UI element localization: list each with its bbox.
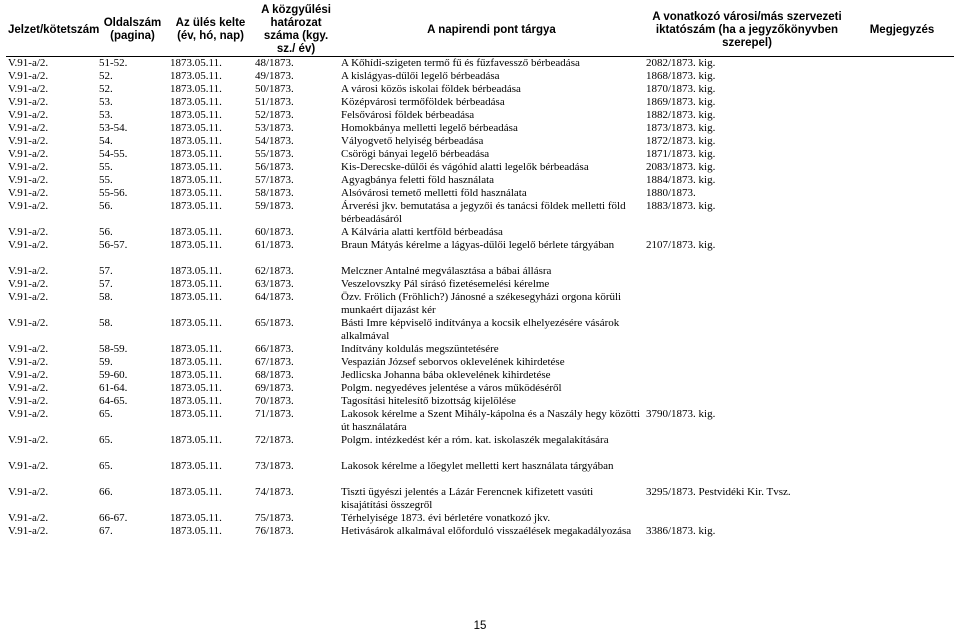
cell-jelzet: V.91-a/2. <box>8 187 49 199</box>
cell-iktatoszam <box>644 226 850 239</box>
header-megjegyzes: Megjegyzés <box>850 4 954 57</box>
cell-jelzet: V.91-a/2. <box>8 109 49 121</box>
table-row <box>6 239 954 265</box>
table-row <box>6 408 954 434</box>
cell-megjegyzes <box>850 161 954 174</box>
cell-iktatoszam <box>644 434 850 460</box>
cell-napirendi-pont: Alsóvárosi temető melletti föld használata <box>341 187 527 199</box>
cell-ules-kelte: 1873.05.11. <box>170 83 222 95</box>
cell-oldalszam: 64-65. <box>99 395 128 407</box>
cell-megjegyzes <box>850 369 954 382</box>
cell-jelzet: V.91-a/2. <box>8 434 49 446</box>
cell-napirendi-pont: A kislágyas-dűlői legelő bérbeadása <box>341 70 500 82</box>
cell-megjegyzes <box>850 486 954 512</box>
cell-megjegyzes <box>850 148 954 161</box>
cell-hatarozat-szama: 61/1873. <box>255 239 294 251</box>
cell-megjegyzes <box>850 512 954 525</box>
cell-megjegyzes <box>850 83 954 96</box>
cell-ules-kelte: 1873.05.11. <box>170 356 222 368</box>
table-row <box>6 200 954 226</box>
cell-ules-kelte: 1873.05.11. <box>170 291 222 303</box>
cell-oldalszam: 65. <box>99 408 113 420</box>
cell-napirendi-pont: Homokbánya melletti legelő bérbeadása <box>341 122 518 134</box>
table-row <box>6 343 954 356</box>
cell-oldalszam: 56. <box>99 200 113 212</box>
table-row <box>6 161 954 174</box>
cell-jelzet: V.91-a/2. <box>8 135 49 147</box>
cell-iktatoszam <box>644 265 850 278</box>
cell-oldalszam: 55. <box>99 161 113 173</box>
cell-jelzet: V.91-a/2. <box>8 83 49 95</box>
cell-megjegyzes <box>850 395 954 408</box>
cell-megjegyzes <box>850 265 954 278</box>
cell-hatarozat-szama: 73/1873. <box>255 460 294 472</box>
cell-hatarozat-szama: 75/1873. <box>255 512 294 524</box>
cell-napirendi-pont: Vespazián József seborvos oklevelének kihirdetése <box>341 356 565 368</box>
cell-iktatoszam: 1884/1873. kig. <box>646 174 716 186</box>
cell-oldalszam: 58. <box>99 317 113 329</box>
cell-jelzet: V.91-a/2. <box>8 382 49 394</box>
cell-megjegyzes <box>850 187 954 200</box>
cell-iktatoszam: 1869/1873. kig. <box>646 96 716 108</box>
cell-iktatoszam: 1872/1873. kig. <box>646 135 716 147</box>
cell-hatarozat-szama: 58/1873. <box>255 187 294 199</box>
cell-ules-kelte: 1873.05.11. <box>170 408 222 420</box>
table-row <box>6 434 954 460</box>
cell-jelzet: V.91-a/2. <box>8 96 49 108</box>
table-row <box>6 174 954 187</box>
header-oldalszam: Oldalszám (pagina) <box>97 4 168 57</box>
cell-hatarozat-szama: 53/1873. <box>255 122 294 134</box>
table-row <box>6 148 954 161</box>
table-row <box>6 356 954 369</box>
cell-megjegyzes <box>850 122 954 135</box>
cell-napirendi-pont: A Kálvária alatti kertföld bérbeadása <box>341 226 503 238</box>
cell-oldalszam: 53-54. <box>99 122 128 134</box>
cell-ules-kelte: 1873.05.11. <box>170 369 222 381</box>
table-row <box>6 226 954 239</box>
cell-napirendi-pont: Árverési jkv. bemutatása a jegyzői és tanácsi földek melletti föld bérbeadásáról <box>341 200 626 225</box>
cell-ules-kelte: 1873.05.11. <box>170 512 222 524</box>
cell-jelzet: V.91-a/2. <box>8 343 49 355</box>
cell-iktatoszam <box>644 460 850 486</box>
cell-jelzet: V.91-a/2. <box>8 356 49 368</box>
cell-iktatoszam <box>644 382 850 395</box>
cell-megjegyzes <box>850 278 954 291</box>
cell-megjegyzes <box>850 460 954 486</box>
cell-ules-kelte: 1873.05.11. <box>170 395 222 407</box>
cell-jelzet: V.91-a/2. <box>8 291 49 303</box>
cell-hatarozat-szama: 57/1873. <box>255 174 294 186</box>
cell-napirendi-pont: Polgm. intézkedést kér a róm. kat. iskolaszék megalakítására <box>341 434 609 446</box>
cell-ules-kelte: 1873.05.11. <box>170 187 222 199</box>
cell-ules-kelte: 1873.05.11. <box>170 317 222 329</box>
cell-oldalszam: 57. <box>99 278 113 290</box>
cell-ules-kelte: 1873.05.11. <box>170 161 222 173</box>
header-row <box>6 4 954 57</box>
cell-ules-kelte: 1873.05.11. <box>170 434 222 446</box>
cell-hatarozat-szama: 70/1873. <box>255 395 294 407</box>
cell-ules-kelte: 1873.05.11. <box>170 122 222 134</box>
cell-hatarozat-szama: 62/1873. <box>255 265 294 277</box>
cell-napirendi-pont: Hetivásárok alkalmával előforduló visszaélések megakadályozása <box>341 525 632 537</box>
page-number: 15 <box>473 620 487 632</box>
cell-iktatoszam: 3386/1873. kig. <box>646 525 716 537</box>
cell-jelzet: V.91-a/2. <box>8 239 49 251</box>
cell-megjegyzes <box>850 356 954 369</box>
page-number-footer <box>0 620 960 632</box>
register-table <box>6 4 954 538</box>
cell-jelzet: V.91-a/2. <box>8 369 49 381</box>
table-row <box>6 278 954 291</box>
cell-jelzet: V.91-a/2. <box>8 486 49 498</box>
cell-jelzet: V.91-a/2. <box>8 122 49 134</box>
cell-jelzet: V.91-a/2. <box>8 525 49 537</box>
cell-ules-kelte: 1873.05.11. <box>170 382 222 394</box>
table-row <box>6 382 954 395</box>
cell-megjegyzes <box>850 525 954 538</box>
cell-megjegyzes <box>850 174 954 187</box>
cell-jelzet: V.91-a/2. <box>8 512 49 524</box>
cell-napirendi-pont: Braun Mátyás kérelme a lágyas-dűlői legelő bérlete tárgyában <box>341 239 615 251</box>
cell-megjegyzes <box>850 317 954 343</box>
cell-iktatoszam: 3295/1873. Pestvidéki Kir. Tvsz. <box>646 486 791 498</box>
cell-napirendi-pont: Veszelovszky Pál sírásó fizetésemelési kérelme <box>341 278 550 290</box>
cell-napirendi-pont: Melczner Antalné megválasztása a bábai állásra <box>341 265 552 277</box>
cell-iktatoszam: 2083/1873. kig. <box>646 161 716 173</box>
cell-napirendi-pont: Básti Imre képviselő indítványa a kocsik elhelyezésére vásárok alkalmával <box>341 317 620 342</box>
cell-iktatoszam: 1883/1873. kig. <box>646 200 716 212</box>
cell-hatarozat-szama: 74/1873. <box>255 486 294 498</box>
cell-iktatoszam: 1880/1873. <box>646 187 696 199</box>
cell-hatarozat-szama: 63/1873. <box>255 278 294 290</box>
cell-megjegyzes <box>850 382 954 395</box>
cell-oldalszam: 54-55. <box>99 148 128 160</box>
cell-hatarozat-szama: 76/1873. <box>255 525 294 537</box>
cell-megjegyzes <box>850 343 954 356</box>
cell-megjegyzes <box>850 408 954 434</box>
cell-oldalszam: 58. <box>99 291 113 303</box>
cell-iktatoszam <box>644 356 850 369</box>
cell-hatarozat-szama: 48/1873. <box>255 57 294 69</box>
header-hatarozat-szama: A közgyűlési határozat száma (kgy. sz./ év) <box>253 4 339 57</box>
cell-hatarozat-szama: 60/1873. <box>255 226 294 238</box>
table-row <box>6 395 954 408</box>
cell-oldalszam: 56-57. <box>99 239 128 251</box>
header-jelzet: Jelzet/kötetszám <box>6 4 97 57</box>
table-row <box>6 96 954 109</box>
cell-megjegyzes <box>850 70 954 83</box>
table-row <box>6 460 954 486</box>
table-row <box>6 57 954 71</box>
cell-napirendi-pont: A városi közös iskolai földek bérbeadása <box>341 83 521 95</box>
cell-oldalszam: 61-64. <box>99 382 128 394</box>
cell-napirendi-pont: Agyagbánya feletti föld használata <box>341 174 495 186</box>
cell-oldalszam: 55-56. <box>99 187 128 199</box>
cell-hatarozat-szama: 64/1873. <box>255 291 294 303</box>
cell-napirendi-pont: Lakosok kérelme a Szent Mihály-kápolna és a Naszály hegy közötti út használatára <box>341 408 641 433</box>
cell-napirendi-pont: Tiszti ügyészi jelentés a Lázár Ferencnek kifizetett vasúti kisajátítási összegről <box>341 486 594 511</box>
cell-napirendi-pont: Tagosítási hitelesítő bizottság kijelölése <box>341 395 516 407</box>
table-row <box>6 291 954 317</box>
header-iktatoszam: A vonatkozó városi/más szervezeti iktatószám (ha a jegyzőkönyvben szerepel) <box>644 4 850 57</box>
table-row <box>6 187 954 200</box>
cell-iktatoszam: 3790/1873. kig. <box>646 408 716 420</box>
table-row <box>6 512 954 525</box>
cell-jelzet: V.91-a/2. <box>8 226 49 238</box>
cell-napirendi-pont: Indítvány koldulás megszüntetésére <box>341 343 499 355</box>
cell-oldalszam: 59-60. <box>99 369 128 381</box>
cell-iktatoszam <box>644 512 850 525</box>
cell-ules-kelte: 1873.05.11. <box>170 343 222 355</box>
cell-hatarozat-szama: 67/1873. <box>255 356 294 368</box>
cell-jelzet: V.91-a/2. <box>8 317 49 329</box>
cell-napirendi-pont: Polgm. negyedéves jelentése a város működéséről <box>341 382 562 394</box>
header-ules-kelte: Az ülés kelte (év, hó, nap) <box>168 4 253 57</box>
cell-jelzet: V.91-a/2. <box>8 278 49 290</box>
cell-hatarozat-szama: 54/1873. <box>255 135 294 147</box>
cell-hatarozat-szama: 69/1873. <box>255 382 294 394</box>
cell-ules-kelte: 1873.05.11. <box>170 265 222 277</box>
cell-jelzet: V.91-a/2. <box>8 148 49 160</box>
cell-ules-kelte: 1873.05.11. <box>170 486 222 498</box>
cell-oldalszam: 66-67. <box>99 512 128 524</box>
cell-hatarozat-szama: 55/1873. <box>255 148 294 160</box>
cell-iktatoszam: 2107/1873. kig. <box>646 239 716 251</box>
cell-oldalszam: 67. <box>99 525 113 537</box>
cell-ules-kelte: 1873.05.11. <box>170 57 222 69</box>
cell-oldalszam: 54. <box>99 135 113 147</box>
cell-oldalszam: 65. <box>99 460 113 472</box>
cell-napirendi-pont: Vályogvető helyiség bérbeadása <box>341 135 484 147</box>
cell-jelzet: V.91-a/2. <box>8 460 49 472</box>
cell-napirendi-pont: Felsővárosi földek bérbeadása <box>341 109 475 121</box>
cell-hatarozat-szama: 66/1873. <box>255 343 294 355</box>
cell-megjegyzes <box>850 239 954 265</box>
cell-hatarozat-szama: 51/1873. <box>255 96 294 108</box>
cell-jelzet: V.91-a/2. <box>8 57 49 69</box>
cell-oldalszam: 51-52. <box>99 57 128 69</box>
cell-oldalszam: 52. <box>99 70 113 82</box>
cell-ules-kelte: 1873.05.11. <box>170 200 222 212</box>
cell-napirendi-pont: Lakosok kérelme a lőegylet melletti kert használata tárgyában <box>341 460 614 472</box>
register-body <box>6 57 954 539</box>
cell-jelzet: V.91-a/2. <box>8 200 49 212</box>
cell-oldalszam: 66. <box>99 486 113 498</box>
table-row <box>6 486 954 512</box>
cell-iktatoszam <box>644 395 850 408</box>
cell-ules-kelte: 1873.05.11. <box>170 109 222 121</box>
cell-napirendi-pont: Jedlicska Johanna bába oklevelének kihirdetése <box>341 369 551 381</box>
cell-napirendi-pont: Középvárosi termőföldek bérbeadása <box>341 96 505 108</box>
cell-oldalszam: 52. <box>99 83 113 95</box>
cell-iktatoszam: 1870/1873. kig. <box>646 83 716 95</box>
cell-iktatoszam <box>644 369 850 382</box>
cell-ules-kelte: 1873.05.11. <box>170 135 222 147</box>
table-row <box>6 109 954 122</box>
cell-iktatoszam: 1871/1873. kig. <box>646 148 716 160</box>
cell-ules-kelte: 1873.05.11. <box>170 96 222 108</box>
cell-hatarozat-szama: 52/1873. <box>255 109 294 121</box>
cell-jelzet: V.91-a/2. <box>8 70 49 82</box>
cell-ules-kelte: 1873.05.11. <box>170 226 222 238</box>
table-row <box>6 122 954 135</box>
cell-hatarozat-szama: 71/1873. <box>255 408 294 420</box>
table-row <box>6 369 954 382</box>
cell-hatarozat-szama: 59/1873. <box>255 200 294 212</box>
cell-hatarozat-szama: 50/1873. <box>255 83 294 95</box>
cell-iktatoszam: 1873/1873. kig. <box>646 122 716 134</box>
cell-oldalszam: 57. <box>99 265 113 277</box>
cell-ules-kelte: 1873.05.11. <box>170 525 222 537</box>
cell-megjegyzes <box>850 96 954 109</box>
cell-megjegyzes <box>850 109 954 122</box>
cell-ules-kelte: 1873.05.11. <box>170 70 222 82</box>
cell-hatarozat-szama: 56/1873. <box>255 161 294 173</box>
cell-hatarozat-szama: 49/1873. <box>255 70 294 82</box>
cell-napirendi-pont: Térhelyisége 1873. évi bérletére vonatkozó jkv. <box>341 512 551 524</box>
cell-iktatoszam <box>644 343 850 356</box>
cell-megjegyzes <box>850 434 954 460</box>
cell-oldalszam: 53. <box>99 96 113 108</box>
cell-hatarozat-szama: 65/1873. <box>255 317 294 329</box>
cell-megjegyzes <box>850 135 954 148</box>
table-row <box>6 135 954 148</box>
cell-ules-kelte: 1873.05.11. <box>170 174 222 186</box>
cell-megjegyzes <box>850 291 954 317</box>
cell-jelzet: V.91-a/2. <box>8 395 49 407</box>
table-row <box>6 83 954 96</box>
cell-oldalszam: 65. <box>99 434 113 446</box>
cell-iktatoszam: 1882/1873. kig. <box>646 109 716 121</box>
cell-hatarozat-szama: 68/1873. <box>255 369 294 381</box>
cell-jelzet: V.91-a/2. <box>8 408 49 420</box>
header-napirendi-pont: A napirendi pont tárgya <box>339 4 644 57</box>
cell-oldalszam: 55. <box>99 174 113 186</box>
table-row <box>6 265 954 278</box>
cell-napirendi-pont: Özv. Frölich (Fröhlich?) Jánosné a székesegyházi orgona körüli munkaért díjazást kér <box>341 291 622 316</box>
cell-napirendi-pont: Kis-Derecske-dűlői és vágóhíd alatti legelők bérbeadása <box>341 161 589 173</box>
cell-ules-kelte: 1873.05.11. <box>170 278 222 290</box>
cell-iktatoszam <box>644 291 850 317</box>
cell-oldalszam: 58-59. <box>99 343 128 355</box>
cell-megjegyzes <box>850 226 954 239</box>
cell-megjegyzes <box>850 200 954 226</box>
cell-jelzet: V.91-a/2. <box>8 174 49 186</box>
cell-ules-kelte: 1873.05.11. <box>170 239 222 251</box>
cell-iktatoszam <box>644 278 850 291</box>
cell-oldalszam: 59. <box>99 356 113 368</box>
table-row <box>6 317 954 343</box>
cell-megjegyzes <box>850 57 954 71</box>
cell-jelzet: V.91-a/2. <box>8 265 49 277</box>
cell-napirendi-pont: Csörögi bányai legelő bérbeadása <box>341 148 490 160</box>
cell-iktatoszam: 1868/1873. kig. <box>646 70 716 82</box>
cell-iktatoszam <box>644 317 850 343</box>
table-row <box>6 525 954 538</box>
cell-oldalszam: 56. <box>99 226 113 238</box>
cell-ules-kelte: 1873.05.11. <box>170 148 222 160</box>
cell-oldalszam: 53. <box>99 109 113 121</box>
cell-ules-kelte: 1873.05.11. <box>170 460 222 472</box>
cell-hatarozat-szama: 72/1873. <box>255 434 294 446</box>
cell-jelzet: V.91-a/2. <box>8 161 49 173</box>
cell-iktatoszam: 2082/1873. kig. <box>646 57 716 69</box>
table-row <box>6 70 954 83</box>
cell-napirendi-pont: A Kőhídi-szigeten termő fű és fűzfavessző bérbeadása <box>341 57 580 69</box>
